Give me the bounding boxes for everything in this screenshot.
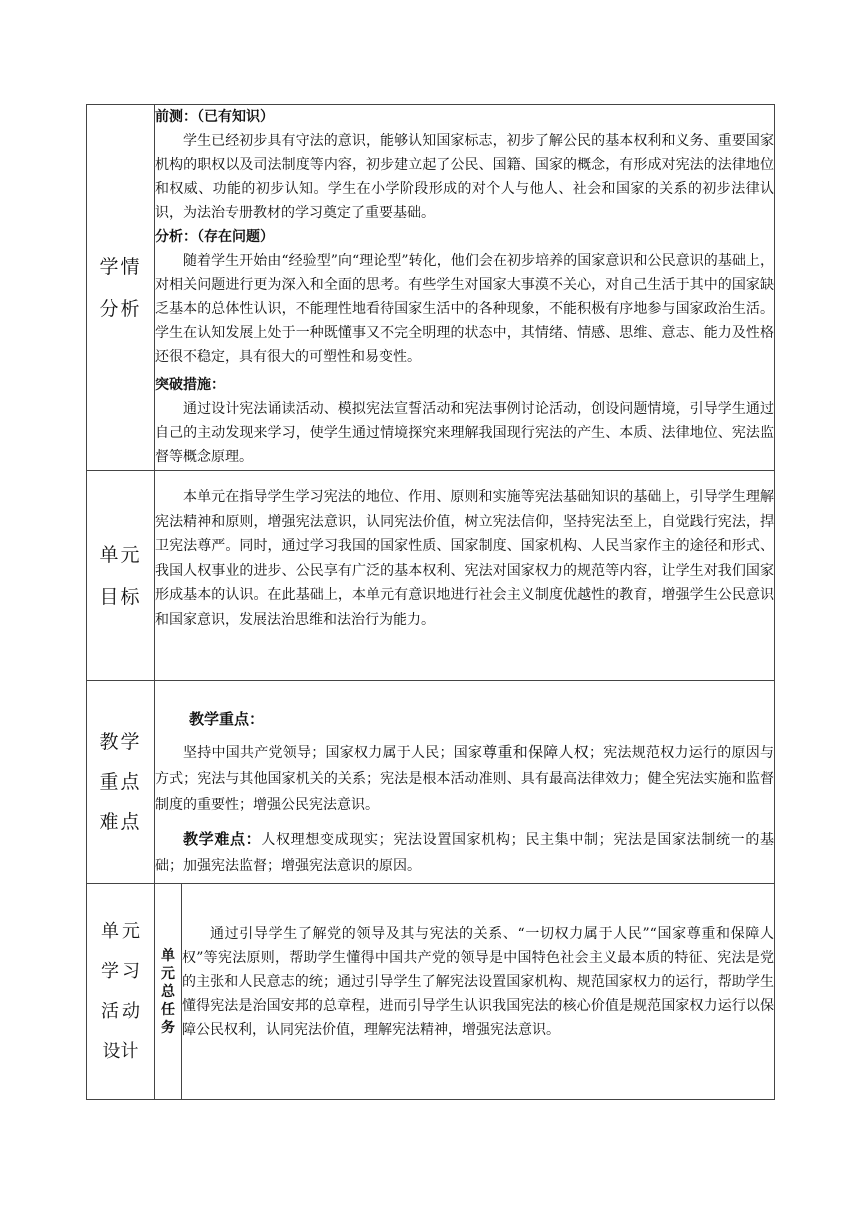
- goals-row: [87, 471, 775, 681]
- key-heading: [155, 707, 774, 731]
- design-label-row1: [87, 912, 154, 952]
- sublabel-char: 任: [161, 1001, 175, 1018]
- key-text-a: 坚持中国共产党领导；国家权力属于人民；国家: [183, 745, 483, 761]
- analysis-label-line1: 学情: [99, 255, 142, 278]
- design-row: [87, 884, 775, 1100]
- difficult-text: 人权理想变成现实；宪法设置国家机构；民主集中制；宪法是国家法制统一的基础；加强宪法监督；增强宪法意识的原因。: [155, 832, 774, 874]
- sublabel-char: 元: [161, 965, 175, 982]
- sublabel-char: 总: [161, 983, 175, 1000]
- design-label-char: 学: [101, 960, 119, 982]
- goals-content: [155, 471, 775, 681]
- design-sublabel: [155, 884, 182, 1100]
- design-label-row4: 设计: [102, 1040, 139, 1062]
- goals-label-line1: 单元: [99, 543, 142, 566]
- goals-label-line2: 目标: [99, 585, 142, 608]
- key-paragraph: [155, 739, 774, 818]
- measures-heading: [155, 373, 774, 397]
- design-content: [182, 884, 775, 1100]
- analysis-content: [155, 105, 775, 471]
- analysis-label: [87, 105, 155, 471]
- pretest-heading-paren: （已有知识）: [197, 109, 274, 125]
- analysis-heading-text: 分析：: [155, 229, 197, 245]
- analysis-heading-paren: （存在问题）: [197, 229, 274, 245]
- lesson-plan-table: [86, 104, 775, 1100]
- pretest-paragraph: 学生已经初步具有守法的意识，能够认知国家标志，初步了解公民的基本权利和义务、重要国家机构的职权以及司法制度等内容，初步建立起了公民、国籍、国家的概念，有形成对宪法的法律地位和权威、功能的初步认知。学生在小学阶段形成的对个人与他人、社会和国家的关系的初步法律认识，为法治专册教材的学习奠定了重要基础。: [155, 133, 774, 221]
- design-label-row2: [87, 952, 154, 992]
- design-label-char: 习: [122, 960, 140, 982]
- design-label-char: 元: [122, 920, 140, 942]
- key-text-b: ；宪法规范权力运行的原因与方式；宪法与其他国家机关的关系；宪法是根本活动准则、具有最高法律效力；健全宪法实施和监督制度的重要性；增强公民宪法意识。: [155, 745, 774, 813]
- difficult-heading-text: 教学难点：: [183, 830, 262, 848]
- key-text-emphasis: 尊重和保障人权: [482, 743, 589, 761]
- analysis-heading: [155, 225, 774, 249]
- measures-paragraph: 通过设计宪法诵读活动、模拟宪法宣誓活动和宪法事例讨论活动，创设问题情境，引导学生通过自己的主动发现来学习，使学生通过情境探究来理解我国现行宪法的产生、本质、法律地位、宪法监督等概念原理。: [155, 401, 774, 465]
- design-label-char: 单: [101, 920, 119, 942]
- sublabel-char: 务: [161, 1019, 175, 1036]
- goals-label: [87, 471, 155, 681]
- design-label: [87, 884, 155, 1100]
- pretest-heading-text: 前测：: [155, 109, 197, 125]
- design-paragraph: 通过引导学生了解党的领导及其与宪法的关系、“一切权力属于人民”“国家尊重和保障人权”等宪法原则，帮助学生懂得中国共产党的领导是中国特色社会主义最本质的特征、宪法是党的主张和人民意志的统；通过引导学生了解宪法设置国家机构、规范国家权力的运行，帮助学生懂得宪法是治国安邦的总章程，进而引导学生认识我国宪法的核心价值是规范国家权力运行以保障公民权利，认同宪法价值，理解宪法精神，增强宪法意识。: [182, 926, 774, 1038]
- goals-paragraph: 本单元在指导学生学习宪法的地位、作用、原则和实施等宪法基础知识的基础上，引导学生理解宪法精神和原则，增强宪法意识，认同宪法价值，树立宪法信仰，坚持宪法至上，自觉践行宪法，捍卫宪法尊严。同时，通过学习我国的国家性质、国家制度、国家机构、人民当家作主的途径和形式、我国人权事业的进步、公民享有广泛的基本权利、宪法对国家权力的规范等内容，让学生对我们国家形成基本的认识。在此基础上，本单元有意识地进行社会主义制度优越性的教育，增强学生公民意识和国家意识，发展法治思维和法治行为能力。: [155, 489, 774, 628]
- focus-label-line1: 教学: [99, 731, 142, 753]
- measures-heading-text: 突破措施：: [155, 377, 225, 393]
- focus-label-line3: 难点: [99, 811, 142, 833]
- focus-content: [155, 681, 775, 884]
- design-label-char: 动: [122, 1000, 140, 1022]
- design-label-row3: [87, 992, 154, 1032]
- focus-label-line2: 重点: [99, 771, 142, 793]
- key-heading-text: 教学重点：: [189, 710, 265, 728]
- analysis-row: [87, 105, 775, 471]
- difficult-paragraph: [155, 826, 774, 879]
- focus-row: [87, 681, 775, 884]
- design-label-char: 活: [101, 1000, 119, 1022]
- sublabel-char: 单: [161, 947, 175, 964]
- focus-label: [87, 681, 155, 884]
- pretest-heading: [155, 105, 774, 129]
- analysis-paragraph: 随着学生开始由“经验型”向“理论型”转化，他们会在初步培养的国家意识和公民意识的基础上，对相关问题进行更为深入和全面的思考。有些学生对国家大事漠不关心，对自己生活于其中的国家缺乏基本的总体性认识，不能理性地看待国家生活中的各种现象，不能积极有序地参与国家政治生活。学生在认知发展上处于一种既懂事又不完全明理的状态中，其情绪、情感、思维、意志、能力及性格还很不稳定，具有很大的可塑性和易变性。: [155, 253, 774, 365]
- analysis-label-line2: 分析: [99, 297, 142, 320]
